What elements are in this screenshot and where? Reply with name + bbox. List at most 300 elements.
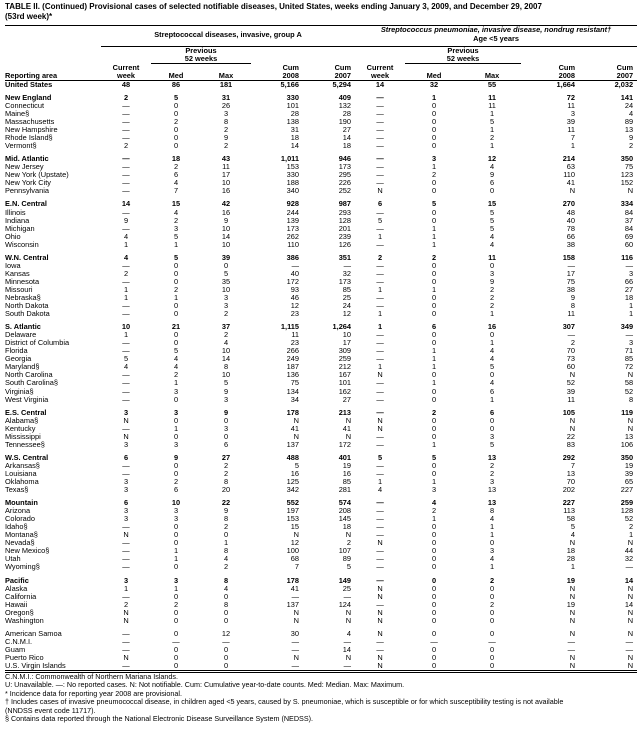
value-cell: — (376, 208, 384, 217)
value-cell: 4 (123, 232, 129, 241)
table-row (5, 134, 637, 142)
value-cell: 4 (173, 355, 179, 364)
value-cell: 4 (377, 486, 383, 495)
value-cell: 4 (489, 240, 495, 249)
value-cell: 2 (123, 93, 129, 102)
value-cell: 190 (338, 118, 352, 127)
value-cell: 8 (628, 395, 634, 404)
value-cell: 52 (566, 379, 576, 388)
cum-2008-header-a (251, 64, 303, 81)
reporting-area-cell: Massachusetts (5, 118, 55, 127)
value-cell: 0 (431, 142, 437, 151)
table-title (5, 2, 637, 22)
value-cell: 137 (286, 440, 299, 449)
value-cell: 0 (431, 592, 437, 601)
table-row (5, 499, 637, 507)
value-cell: 266 (286, 347, 299, 356)
value-cell: 17 (342, 339, 352, 348)
value-cell: 16 (342, 469, 352, 478)
value-cell: 5 (123, 355, 129, 364)
value-cell: 11 (488, 93, 496, 102)
reporting-area-cell: Guam (5, 645, 26, 654)
value-cell: 8 (223, 547, 229, 556)
value-cell: 2 (173, 163, 179, 172)
value-cell: 2 (489, 134, 495, 143)
value-cell: — (122, 171, 130, 180)
reporting-area-cell: W.S. Central (5, 453, 49, 462)
value-cell: N (345, 616, 352, 625)
value-cell: 1,664 (556, 80, 576, 89)
value-cell: 4 (570, 531, 576, 540)
previous-label-a: Previous (185, 46, 217, 56)
value-cell: N (569, 584, 576, 593)
value-cell: 0 (173, 395, 179, 404)
value-cell: 0 (431, 600, 437, 609)
footnote-6: § Contains data reported through the National Electronic Disease Surveillance System (NEDSS). (5, 714, 314, 724)
table-row (5, 355, 637, 363)
value-cell: 2 (223, 310, 229, 319)
reporting-area-cell: Hawaii (5, 600, 28, 609)
value-cell: 65 (624, 477, 634, 486)
reporting-area-cell: Connecticut (5, 101, 45, 110)
value-cell: 5 (173, 347, 179, 356)
value-cell: 9 (223, 134, 229, 143)
table-row (5, 126, 637, 134)
table-row (5, 409, 637, 417)
value-cell: — (625, 645, 634, 654)
value-cell: N (377, 592, 383, 601)
value-cell: 15 (171, 200, 181, 209)
value-cell: 0 (173, 126, 179, 135)
value-cell: 9 (489, 277, 495, 286)
value-cell: 41 (566, 179, 576, 188)
value-cell: 12 (487, 155, 497, 164)
value-cell: 137 (286, 600, 299, 609)
value-cell: 52 (624, 387, 634, 396)
value-cell: 386 (286, 253, 299, 262)
value-cell: 8 (223, 576, 229, 585)
value-cell: 2 (377, 253, 383, 262)
table-row (5, 217, 637, 225)
value-cell: 188 (286, 179, 299, 188)
value-cell: 35 (221, 277, 231, 286)
value-cell: 13 (487, 453, 497, 462)
value-cell: N (569, 592, 576, 601)
value-cell: 23 (290, 339, 299, 348)
value-cell: 409 (338, 93, 352, 102)
value-cell: 1 (377, 232, 383, 241)
value-cell: 208 (338, 507, 352, 516)
value-cell: — (376, 637, 384, 646)
table-row (5, 241, 637, 249)
value-cell: 1 (123, 331, 129, 340)
value-cell: 14 (221, 355, 231, 364)
value-cell: 85 (342, 285, 352, 294)
table-row (5, 601, 637, 609)
value-cell: 18 (624, 294, 634, 302)
value-cell: 5 (489, 224, 495, 233)
value-cell: 42 (221, 200, 231, 209)
reporting-area-cell: Arizona (5, 507, 31, 516)
value-cell: — (376, 408, 384, 417)
table-row (5, 254, 637, 262)
value-cell: 226 (338, 179, 352, 188)
reporting-area-cell: Alabama§ (5, 416, 39, 425)
header-row-4 (5, 64, 637, 81)
value-cell: 46 (290, 294, 299, 302)
value-cell: 8 (223, 515, 229, 524)
value-cell: N (345, 531, 352, 540)
value-cell: 8 (223, 600, 229, 609)
value-cell: 2 (223, 461, 229, 470)
value-cell: 1 (489, 531, 495, 540)
value-cell: 0 (431, 432, 437, 441)
value-cell: 262 (286, 232, 299, 241)
value-cell: 2 (346, 539, 352, 548)
max-header-a: Max (218, 70, 234, 80)
table-row (5, 388, 637, 396)
value-cell: 5 (223, 269, 229, 278)
value-cell: 3 (570, 110, 576, 119)
reporting-area-cell: American Samoa (5, 629, 62, 638)
value-cell: 249 (286, 355, 299, 364)
value-cell: 0 (431, 277, 437, 286)
value-cell: 1 (173, 379, 179, 388)
value-cell: 43 (221, 155, 231, 164)
table-row (5, 179, 637, 187)
value-cell: — (122, 469, 130, 478)
value-cell: 19 (624, 461, 634, 470)
value-cell: N (345, 608, 352, 617)
value-cell: 0 (173, 277, 179, 286)
value-cell: 349 (620, 323, 634, 332)
value-cell: 5 (489, 440, 495, 449)
value-cell: 25 (342, 584, 352, 593)
value-cell: 252 (338, 187, 352, 196)
value-cell: 0 (489, 261, 495, 270)
value-cell: 1,264 (332, 323, 352, 332)
value-cell: 5 (431, 200, 437, 209)
value-cell: 9 (223, 387, 229, 396)
value-cell: — (376, 269, 384, 278)
value-cell: 40 (566, 216, 576, 225)
value-cell: 124 (338, 600, 352, 609)
value-cell: 401 (338, 453, 352, 462)
table-row (5, 454, 637, 462)
value-cell: 28 (342, 110, 352, 119)
value-cell: 32 (342, 269, 352, 278)
value-cell: 2 (173, 118, 179, 127)
table-row (5, 171, 637, 179)
value-cell: 13 (487, 499, 497, 508)
table-row (5, 555, 637, 563)
value-cell: 5 (489, 363, 495, 372)
reporting-area-cell: Michigan (5, 224, 35, 233)
value-cell: N (627, 608, 634, 617)
reporting-area-cell: South Dakota (5, 310, 50, 319)
value-cell: 0 (431, 395, 437, 404)
reporting-area-cell: Utah (5, 555, 21, 564)
reporting-area-cell: C.N.M.I. (5, 637, 33, 646)
reporting-area-cell: Maryland§ (5, 363, 40, 372)
value-cell: 14 (290, 142, 299, 151)
value-cell: 0 (489, 584, 495, 593)
value-cell: 4 (431, 499, 437, 508)
value-cell: 0 (431, 576, 437, 585)
value-cell: 0 (489, 416, 495, 425)
value-cell: 84 (624, 224, 634, 233)
value-cell: 1 (431, 232, 437, 241)
value-cell: — (376, 645, 384, 654)
table-row (5, 470, 637, 478)
value-cell: 0 (489, 629, 495, 638)
reporting-area-cell: New Mexico§ (5, 547, 50, 556)
value-cell: 68 (290, 555, 299, 564)
value-cell: 12 (290, 539, 299, 548)
value-cell: 0 (431, 616, 437, 625)
value-cell: 2 (489, 302, 495, 311)
value-cell: 3 (223, 395, 229, 404)
value-cell: — (625, 637, 634, 646)
value-cell: — (376, 302, 384, 311)
value-cell: 116 (621, 253, 634, 262)
value-cell: 0 (173, 539, 179, 548)
value-cell: 0 (431, 261, 437, 270)
value-cell: 4 (489, 232, 495, 241)
value-cell: — (122, 155, 130, 164)
value-cell: — (122, 395, 130, 404)
value-cell: 0 (223, 616, 229, 625)
table-row (5, 507, 637, 515)
value-cell: 2 (431, 171, 437, 180)
value-cell: — (376, 155, 384, 164)
value-cell: N (377, 661, 383, 670)
table-row (5, 118, 637, 126)
value-cell: — (376, 461, 384, 470)
value-cell: N (627, 187, 634, 196)
value-cell: N (569, 661, 576, 670)
value-cell: — (376, 240, 384, 249)
value-cell: 31 (221, 93, 231, 102)
value-cell: 0 (173, 302, 179, 311)
value-cell: 23 (290, 310, 299, 319)
reporting-area-cell: New Jersey (5, 163, 44, 172)
value-cell: 3 (173, 507, 179, 516)
value-cell: N (377, 629, 383, 638)
value-cell: 10 (171, 499, 181, 508)
value-cell: 0 (431, 539, 437, 548)
value-cell: 38 (566, 285, 576, 294)
reporting-area-cell: Tennessee§ (5, 440, 45, 449)
weeks52-label-b: 52 weeks (446, 54, 480, 64)
value-cell: 202 (562, 486, 576, 495)
value-cell: — (376, 331, 384, 340)
value-cell: 5 (173, 232, 179, 241)
table-row (5, 278, 637, 286)
value-cell: 2 (489, 600, 495, 609)
value-cell: 0 (223, 416, 229, 425)
footnote-2: U: Unavailable. —: No reported cases. N: Not notifiable. Cum: Cumulative year-to-date counts. Med: Median. Max: Maximum. (5, 680, 405, 690)
value-cell: N (293, 653, 299, 662)
value-cell: 4 (223, 555, 229, 564)
value-cell: 0 (223, 531, 229, 540)
previous-52-weeks-a (151, 47, 251, 64)
reporting-area-cell: Texas§ (5, 486, 29, 495)
table-row (5, 577, 637, 585)
value-cell: 0 (431, 608, 437, 617)
value-cell: 1 (489, 110, 495, 119)
value-cell: — (291, 645, 299, 654)
reporting-area-cell: Ohio (5, 232, 21, 241)
value-cell: 6 (123, 453, 129, 462)
table-row (5, 630, 637, 638)
value-cell: 4 (123, 363, 129, 372)
value-cell: — (122, 187, 130, 196)
value-cell: 38 (566, 240, 576, 249)
value-cell: — (122, 110, 130, 119)
value-cell: 0 (431, 387, 437, 396)
value-cell: 101 (338, 379, 352, 388)
value-cell: 3 (489, 269, 495, 278)
value-cell: 6 (223, 440, 229, 449)
value-cell: — (376, 432, 384, 441)
value-cell: 1 (570, 142, 576, 151)
value-cell: 69 (624, 232, 634, 241)
value-cell: 15 (290, 523, 299, 532)
value-cell: 1 (489, 395, 495, 404)
value-cell: 1 (431, 363, 437, 372)
year-2007-label-a: 2007 (334, 70, 352, 80)
value-cell: 1 (123, 240, 129, 249)
reporting-area-cell: Delaware (5, 331, 37, 340)
value-cell: 0 (431, 339, 437, 348)
value-cell: 32 (624, 555, 634, 564)
value-cell: 1 (123, 584, 129, 593)
value-cell: 0 (431, 653, 437, 662)
value-cell: 5 (431, 453, 437, 462)
value-cell: 152 (620, 179, 634, 188)
table-row (5, 94, 637, 102)
value-cell: 187 (286, 363, 299, 372)
value-cell: 1 (173, 547, 179, 556)
table-row (5, 379, 637, 387)
value-cell: 0 (431, 416, 437, 425)
value-cell: 0 (489, 424, 495, 433)
reporting-area-cell: New England (5, 93, 52, 102)
cum-2007-header-a (303, 64, 355, 81)
reporting-area-cell: Colorado (5, 515, 35, 524)
value-cell: — (376, 499, 384, 508)
value-cell: 16 (221, 208, 231, 217)
value-cell: 41 (342, 424, 352, 433)
value-cell: 52 (624, 515, 634, 524)
value-cell: 0 (431, 269, 437, 278)
value-cell: — (376, 355, 384, 364)
table-body (5, 80, 637, 670)
table-row (5, 200, 637, 208)
value-cell: — (122, 629, 130, 638)
value-cell: 3 (628, 269, 634, 278)
value-cell: 3 (123, 477, 129, 486)
value-cell: 63 (566, 163, 576, 172)
value-cell: 6 (489, 179, 495, 188)
value-cell: N (569, 187, 576, 196)
value-cell: N (377, 187, 383, 196)
value-cell: 28 (566, 555, 576, 564)
value-cell: — (376, 469, 384, 478)
header-row-1 (5, 26, 637, 44)
value-cell: 928 (286, 200, 299, 209)
value-cell: 1 (431, 240, 437, 249)
value-cell: 1 (173, 584, 179, 593)
value-cell: N (345, 416, 352, 425)
value-cell: 22 (221, 499, 231, 508)
value-cell: 0 (489, 608, 495, 617)
value-cell: 0 (173, 269, 179, 278)
value-cell: 60 (566, 363, 576, 372)
value-cell: 4 (489, 379, 495, 388)
value-cell: 37 (221, 323, 231, 332)
value-cell: 172 (338, 440, 352, 449)
value-cell: 44 (624, 547, 634, 556)
value-cell: 128 (620, 507, 634, 516)
value-cell: 9 (628, 134, 634, 143)
value-cell: 9 (223, 216, 229, 225)
reporting-area-cell: Pacific (5, 576, 29, 585)
value-cell: — (122, 347, 130, 356)
value-cell: 39 (624, 469, 634, 478)
value-cell: 1 (123, 285, 129, 294)
footnote-1: C.N.M.I.: Commonwealth of Northern Mariana Islands. (5, 672, 178, 682)
value-cell: 5 (377, 453, 383, 462)
value-cell: 0 (489, 331, 495, 340)
value-cell: 139 (286, 216, 299, 225)
value-cell: 0 (431, 584, 437, 593)
value-cell: 8 (223, 118, 229, 127)
value-cell: — (343, 637, 352, 646)
value-cell: 0 (431, 563, 437, 572)
value-cell: 14 (375, 80, 385, 89)
table-row (5, 617, 637, 625)
value-cell: N (377, 539, 383, 548)
max-header-b: Max (484, 70, 500, 80)
value-cell: 110 (287, 240, 299, 249)
table-row (5, 662, 637, 671)
value-cell: 172 (286, 277, 299, 286)
pneumoniae-header (355, 26, 637, 44)
reporting-area-cell: S. Atlantic (5, 323, 41, 332)
reporting-area-cell: Minnesota (5, 277, 40, 286)
value-cell: 3 (173, 576, 179, 585)
value-cell: 173 (338, 163, 352, 172)
value-cell: N (377, 616, 383, 625)
value-cell: 75 (290, 379, 299, 388)
value-cell: — (376, 379, 384, 388)
value-cell: 75 (624, 163, 634, 172)
value-cell: 281 (338, 486, 352, 495)
value-cell: 4 (173, 179, 179, 188)
value-cell: 89 (342, 555, 352, 564)
value-cell: 342 (286, 486, 299, 495)
value-cell: — (291, 661, 299, 670)
value-cell: N (569, 416, 576, 425)
value-cell: 3 (173, 408, 179, 417)
value-cell: 11 (488, 101, 496, 110)
value-cell: 84 (624, 208, 634, 217)
value-cell: 14 (342, 134, 352, 143)
value-cell: 1 (123, 294, 129, 302)
value-cell: 40 (290, 269, 299, 278)
